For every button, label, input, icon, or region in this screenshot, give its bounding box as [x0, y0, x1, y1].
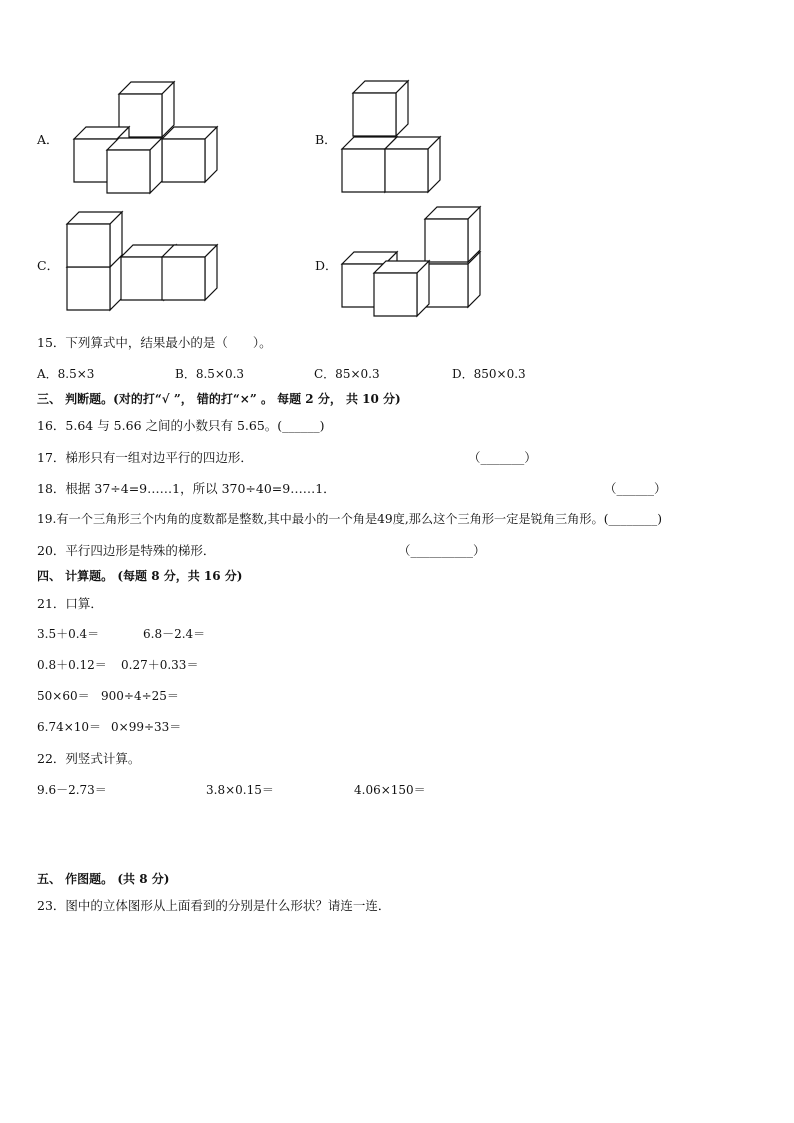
q22-stem: 22．列竖式计算。 [37, 751, 141, 766]
q21-item-3: 0.8＋0.12＝ [37, 658, 107, 672]
q18-text: 18．根据 37÷4=9……1，所以 370÷40=9……1． [37, 481, 336, 496]
q15-choice-c: C．85×0.3 [314, 367, 380, 381]
q23-stem: 23．图中的立体图形从上面看到的分别是什么形状？请连一连． [37, 898, 391, 913]
q21-item-8: 0×99÷33＝ [111, 720, 182, 734]
section3-title: 三、 判断题。(对的打“√ ”， 错的打“×” 。 每题 2 分， 共 10 分) [37, 392, 401, 406]
q15-stem: 15．下列算式中，结果最小的是（ ）。 [37, 335, 272, 350]
cube-front-face [425, 219, 468, 262]
cube-figure-d [0, 0, 794, 330]
q15-choice-a: A．8.5×3 [37, 367, 95, 381]
q21-item-1: 3.5＋0.4＝ [37, 627, 100, 641]
section5-title: 五、 作图题。 (共 8 分) [37, 872, 170, 886]
q21-item-2: 6.8－2.4＝ [143, 627, 206, 641]
q15-choice-d: D．850×0.3 [452, 367, 526, 381]
q21-item-6: 900÷4÷25＝ [101, 689, 179, 703]
cube-front-face [425, 264, 468, 307]
q21-item-5: 50×60＝ [37, 689, 90, 703]
q21-item-7: 6.74×10＝ [37, 720, 102, 734]
q20-blank[interactable]: （__________） [398, 543, 486, 558]
q15-choice-b: B．8.5×0.3 [175, 367, 245, 381]
q21-item-4: 0.27＋0.33＝ [121, 658, 199, 672]
q17-text: 17．梯形只有一组对边平行的四边形． [37, 450, 253, 465]
option-d-label: D． [315, 258, 338, 273]
section4-title: 四、 计算题。 (每题 8 分，共 16 分) [37, 569, 243, 583]
cube-front-face [374, 273, 417, 316]
q20-text: 20．平行四边形是特殊的梯形． [37, 543, 216, 558]
q18-blank[interactable]: （______） [604, 481, 667, 496]
q22-item-1: 9.6－2.73＝ [37, 783, 107, 797]
q22-item-2: 3.8×0.15＝ [206, 783, 274, 797]
q22-item-3: 4.06×150＝ [354, 783, 426, 797]
q19-text: 19.有一个三角形三个内角的度数都是整数,其中最小的一个角是49度,那么这个三角形一定是锐角三角形。(________) [37, 512, 662, 526]
q16-text: 16．5.64 与 5.66 之间的小数只有 5.65。(______) [37, 418, 325, 433]
option-a-label: A． [37, 132, 59, 147]
option-c-label: C． [37, 258, 60, 273]
q21-stem: 21．口算． [37, 596, 103, 611]
q17-blank[interactable]: （_______） [468, 450, 537, 465]
option-b-label: B． [315, 132, 337, 147]
